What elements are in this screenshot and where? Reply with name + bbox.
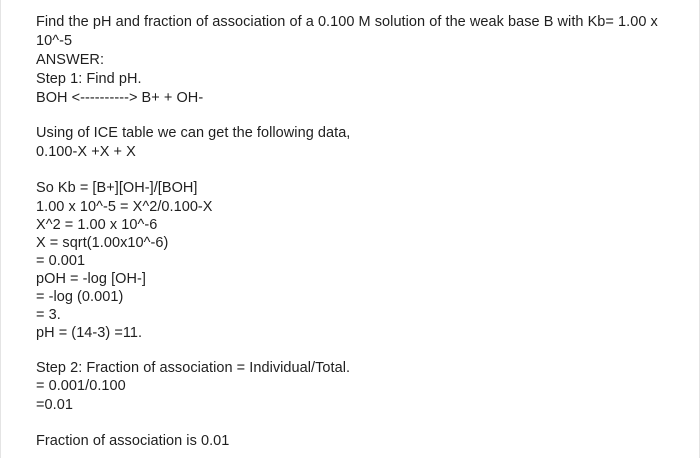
calc-line: 1.00 x 10^-5 = X^2/0.100-X [36, 199, 213, 215]
answer-label: ANSWER: [36, 52, 105, 68]
calc-line: = 3. [36, 307, 61, 323]
calc-line: = 0.001 [36, 253, 86, 269]
calc-line: X^2 = 1.00 x 10^-6 [36, 217, 158, 233]
step2-heading: Step 2: Fraction of association = Individual/Total. [36, 360, 351, 376]
reaction-equation: BOH <----------> B+ + OH- [36, 90, 204, 106]
conclusion: Fraction of association is 0.01 [36, 433, 230, 449]
ice-intro: Using of ICE table we can get the following data, [36, 125, 351, 141]
ph-result: pH = (14-3) =11. [36, 325, 143, 341]
calc-line: = 0.001/0.100 [36, 378, 126, 394]
question-line-2: 10^-5 [36, 33, 73, 49]
ice-values: 0.100-X +X + X [36, 144, 136, 160]
question-line-1: Find the pH and fraction of association of a 0.100 M solution of the weak base B with Kb= 1.00 x [36, 14, 658, 30]
calc-line: pOH = -log [OH-] [36, 271, 146, 287]
calc-line: =0.01 [36, 397, 73, 413]
calc-line: = -log (0.001) [36, 289, 124, 305]
calc-line: So Kb = [B+][OH-]/[BOH] [36, 180, 198, 196]
step1-heading: Step 1: Find pH. [36, 71, 142, 87]
calc-line: X = sqrt(1.00x10^-6) [36, 235, 169, 251]
